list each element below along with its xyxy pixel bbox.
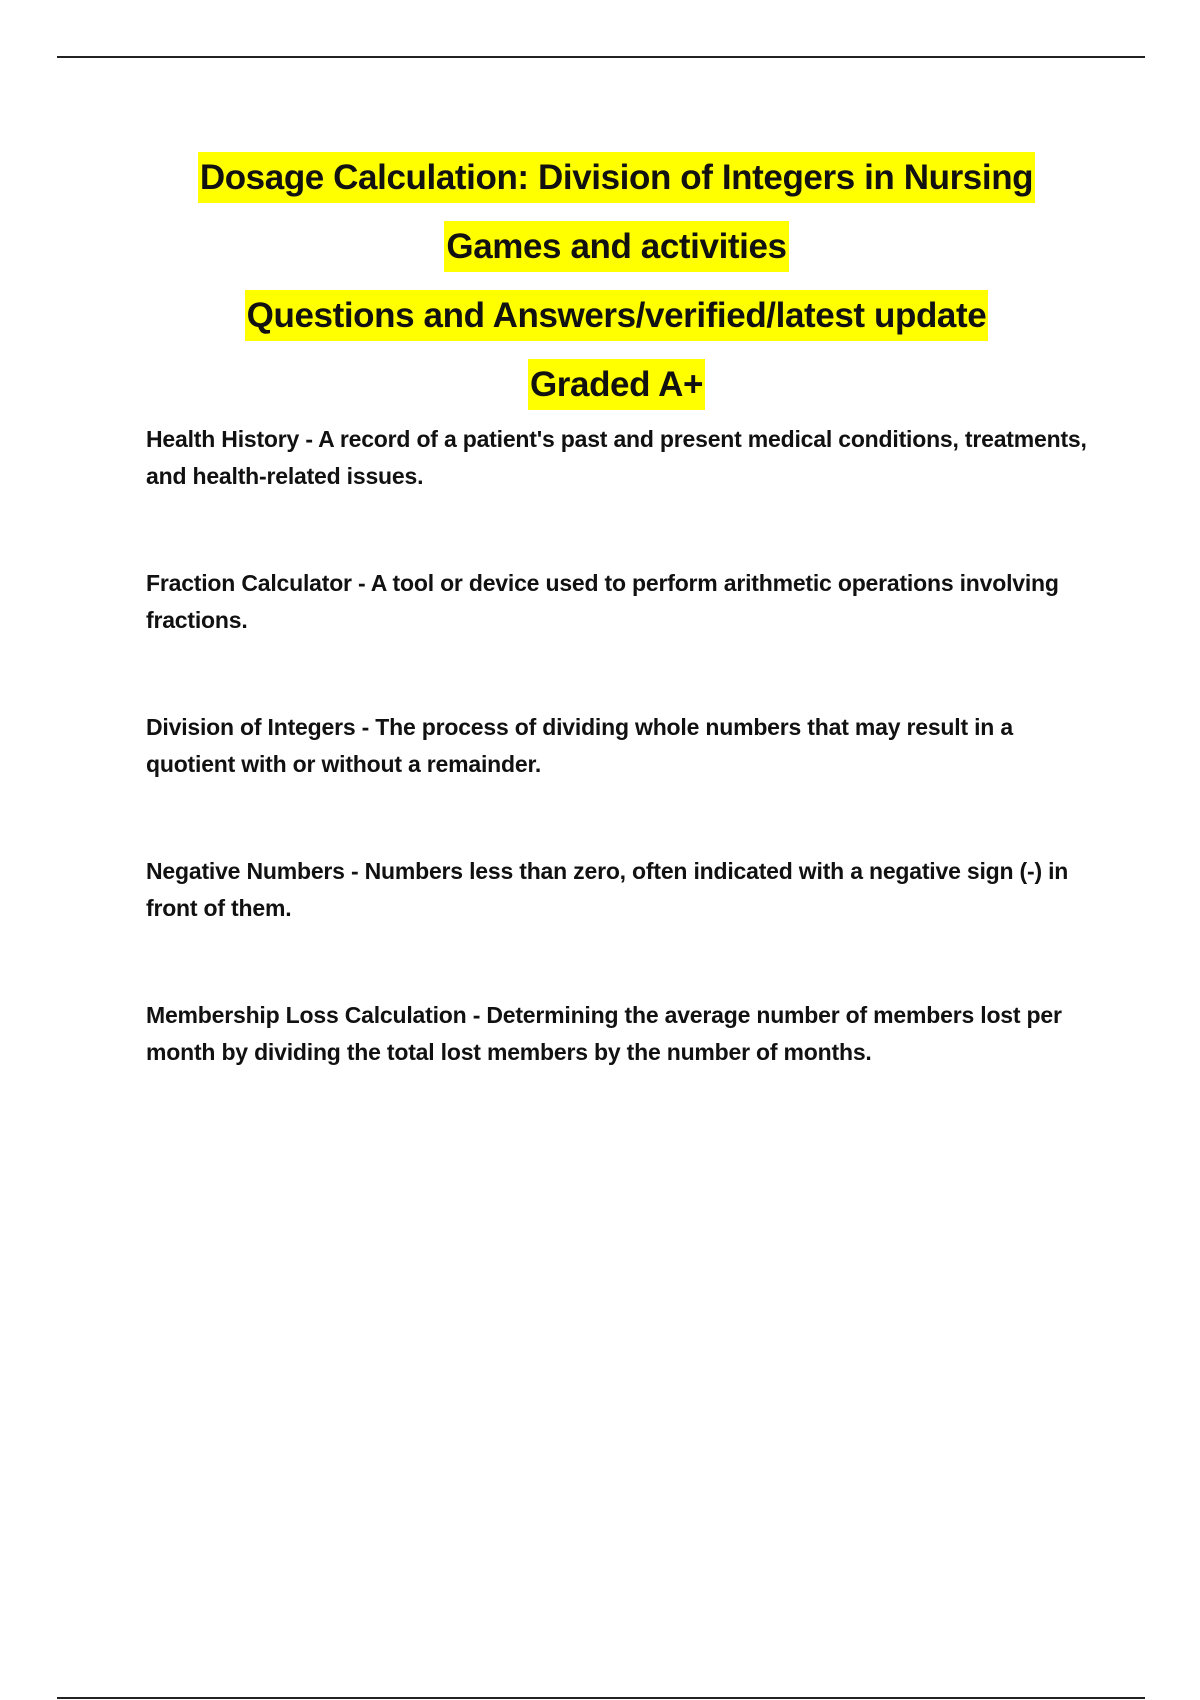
glossary-entry: Negative Numbers - Numbers less than zero, often indicated with a negative sign (-) in front of them. (146, 858, 1069, 921)
top-rule (57, 56, 1145, 58)
title-line-3 (0, 281, 1200, 350)
entry-definition: The process of dividing whole numbers that may result in a quotient with or without a remainder. (146, 714, 1013, 777)
entry-term: Negative Numbers (146, 858, 345, 884)
entry-term: Division of Integers (146, 714, 356, 740)
title-grade: Graded A+ (528, 359, 705, 410)
glossary-entry: Health History - A record of a patient's past and present medical conditions, treatments, and health-related issues. (146, 426, 1087, 489)
glossary-entry: Division of Integers - The process of dividing whole numbers that may result in a quotient with or without a remainder. (146, 714, 1013, 777)
entry-term: Fraction Calculator (146, 570, 352, 596)
title-block (0, 143, 1200, 419)
glossary-entry: Fraction Calculator - A tool or device used to perform arithmetic operations involving fractions. (146, 570, 1059, 633)
entry-definition: A record of a patient's past and present medical conditions, treatments, and health-related issues. (146, 426, 1087, 489)
entry-definition: A tool or device used to perform arithmetic operations involving fractions. (146, 570, 1059, 633)
entry-term: Membership Loss Calculation (146, 1002, 467, 1028)
bottom-rule (57, 1697, 1145, 1699)
entry-term: Health History (146, 426, 300, 452)
entry-definition: Determining the average number of members lost per month by dividing the total lost members by the number of months. (146, 1002, 1062, 1065)
title-subtitle-qa: Questions and Answers/verified/latest update (245, 290, 989, 341)
entry-definition: Numbers less than zero, often indicated with a negative sign (-) in front of them. (146, 858, 1069, 921)
title-line-2 (0, 212, 1200, 281)
title-line-4 (0, 350, 1200, 419)
title-line-1 (0, 143, 1200, 212)
glossary-entries (146, 421, 1096, 1141)
title-main: Dosage Calculation: Division of Integers in Nursing (198, 152, 1035, 203)
title-subtitle-games: Games and activities (444, 221, 788, 272)
glossary-entry: Membership Loss Calculation - Determining the average number of members lost per month by dividing the total lost members by the number of months. (146, 1002, 1062, 1065)
